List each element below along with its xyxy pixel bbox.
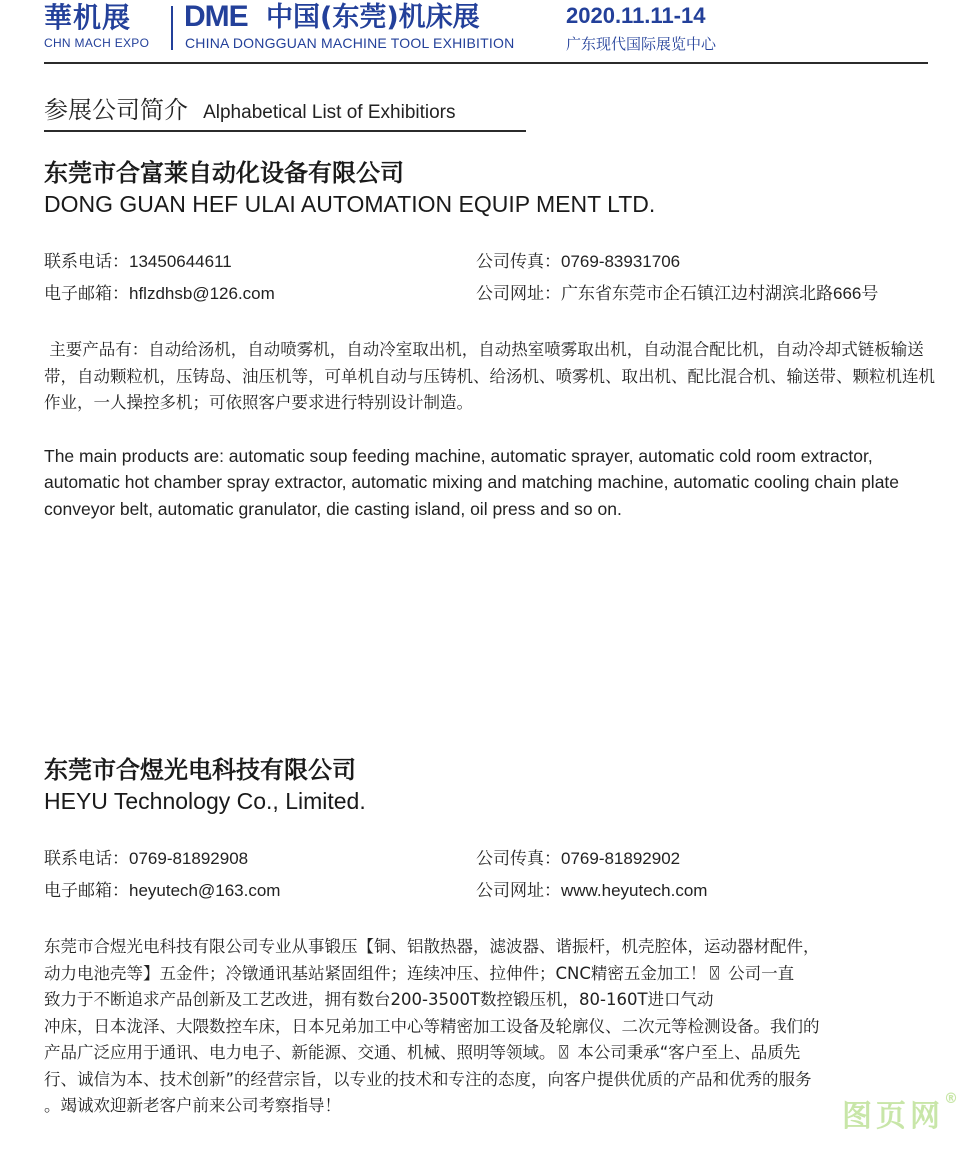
expo-name-cn: 中国(东莞)机床展 [266,2,480,33]
registered-mark: ® [944,1091,962,1107]
website-value: 广东省东莞市企石镇江边村湖滨北路666号 [561,284,879,303]
email-value: heyutech@163.com [129,881,281,900]
expo-name-en: CHINA DONGGUAN MACHINE TOOL EXHIBITION [185,35,515,51]
description-line: 致力于不断追求产品创新及工艺改进，拥有数台200-3500T数控锻压机，80-160T进口气动 [44,990,714,1009]
email-label: 电子邮箱： [44,881,129,901]
description-line: 。竭诚欢迎新老客户前来公司考察指导！ [44,1096,341,1115]
phone-field [44,848,248,870]
phone-label: 联系电话： [44,849,129,869]
description-cn: 主要产品有：自动给汤机，自动喷雾机，自动冷室取出机，自动热室喷雾取出机，自动混合配比机，自动冷却式链板输送带，自动颗粒机，压铸岛、油压机等，可单机自动与压铸机、给汤机、喷雾机、取出机、配比混合机、输送带、颗粒机连机作业，一人操控多机；可依照客户要求进行特别设计制造。 [44,340,935,412]
description-en: The main products are: automatic soup feeding machine, automatic sprayer, automatic cold room extractor, automatic hot chamber spray extractor, automatic mixing and matching machine, automatic cooling chain plate conveyor belt, automatic granulator, die casting island, oil press and so on. [44,445,900,519]
phone-value: 13450644611 [129,252,232,271]
company-name-en: HEYU Technology Co., Limited. [44,788,366,814]
dme-logo: DME [184,0,248,33]
contact-info [44,848,936,912]
website-label: 公司网址： [476,284,561,304]
website-label: 公司网址： [476,881,561,901]
company-name-cn: 东莞市合煜光电科技有限公司 [44,756,356,784]
description-line: 产品广泛应用于通讯、电力电子、新能源、交通、机械、照明等领域。〿 本公司秉承“客户至上、品质先 [44,1043,801,1062]
expo-header [44,0,928,64]
fax-field [476,848,680,870]
email-label: 电子邮箱： [44,284,129,304]
expo-venue: 广东现代国际展览中心 [566,35,717,53]
company-entry [44,157,936,522]
company-name-en: DONG GUAN HEF ULAI AUTOMATION EQUIP MENT LTD. [44,191,656,217]
fax-label: 公司传真： [476,252,561,272]
fax-value: 0769-83931706 [561,252,681,271]
website-value: www.heyutech.com [561,881,708,900]
description-cn [44,934,936,1120]
fax-field [476,251,680,273]
expo-dates: 2020.11.11-14 [566,3,706,28]
company-name-cn: 东莞市合富莱自动化设备有限公司 [44,159,404,187]
watermark-text: 图页网 [842,1099,944,1134]
fax-value: 0769-81892902 [561,849,681,868]
website-field [476,283,878,305]
description-line: 冲床，日本泷泽、大隈数控车床，日本兄弟加工中心等精密加工设备及轮廓仪、二次元等检测设备。我们的 [44,1016,820,1036]
website-field [476,880,707,902]
expo-logo-en: CHN MACH EXPO [44,36,150,50]
phone-field [44,251,232,273]
email-field [44,283,275,305]
description-line: 东莞市合煜光电科技有限公司专业从事锻压【铜、铝散热器，滤波器、谐振杆，机壳腔体，运动器材配件， [44,937,820,956]
header-divider [171,6,173,50]
section-title-en: Alphabetical List of Exhibitiors [203,102,456,123]
site-watermark [842,1091,962,1135]
company-entry [44,754,936,1120]
fax-label: 公司传真： [476,849,561,869]
phone-label: 联系电话： [44,252,129,272]
phone-value: 0769-81892908 [129,849,249,868]
contact-info [44,251,936,315]
section-title [44,90,526,132]
section-title-cn: 参展公司简介 [44,96,188,124]
email-value: hflzdhsb@126.com [129,284,275,303]
description-line: 行、诚信为本、技术创新”的经营宗旨，以专业的技术和专注的态度，向客户提供优质的产品和优秀的服务 [44,1069,812,1089]
expo-logo-cn: 華机展 [44,1,132,34]
email-field [44,880,280,902]
description-line: 动力电池壳等】五金件；冷镦通讯基站紧固组件；连续冲压、拉伸件；CNC精密五金加工！〿 公司一直 [44,963,795,983]
